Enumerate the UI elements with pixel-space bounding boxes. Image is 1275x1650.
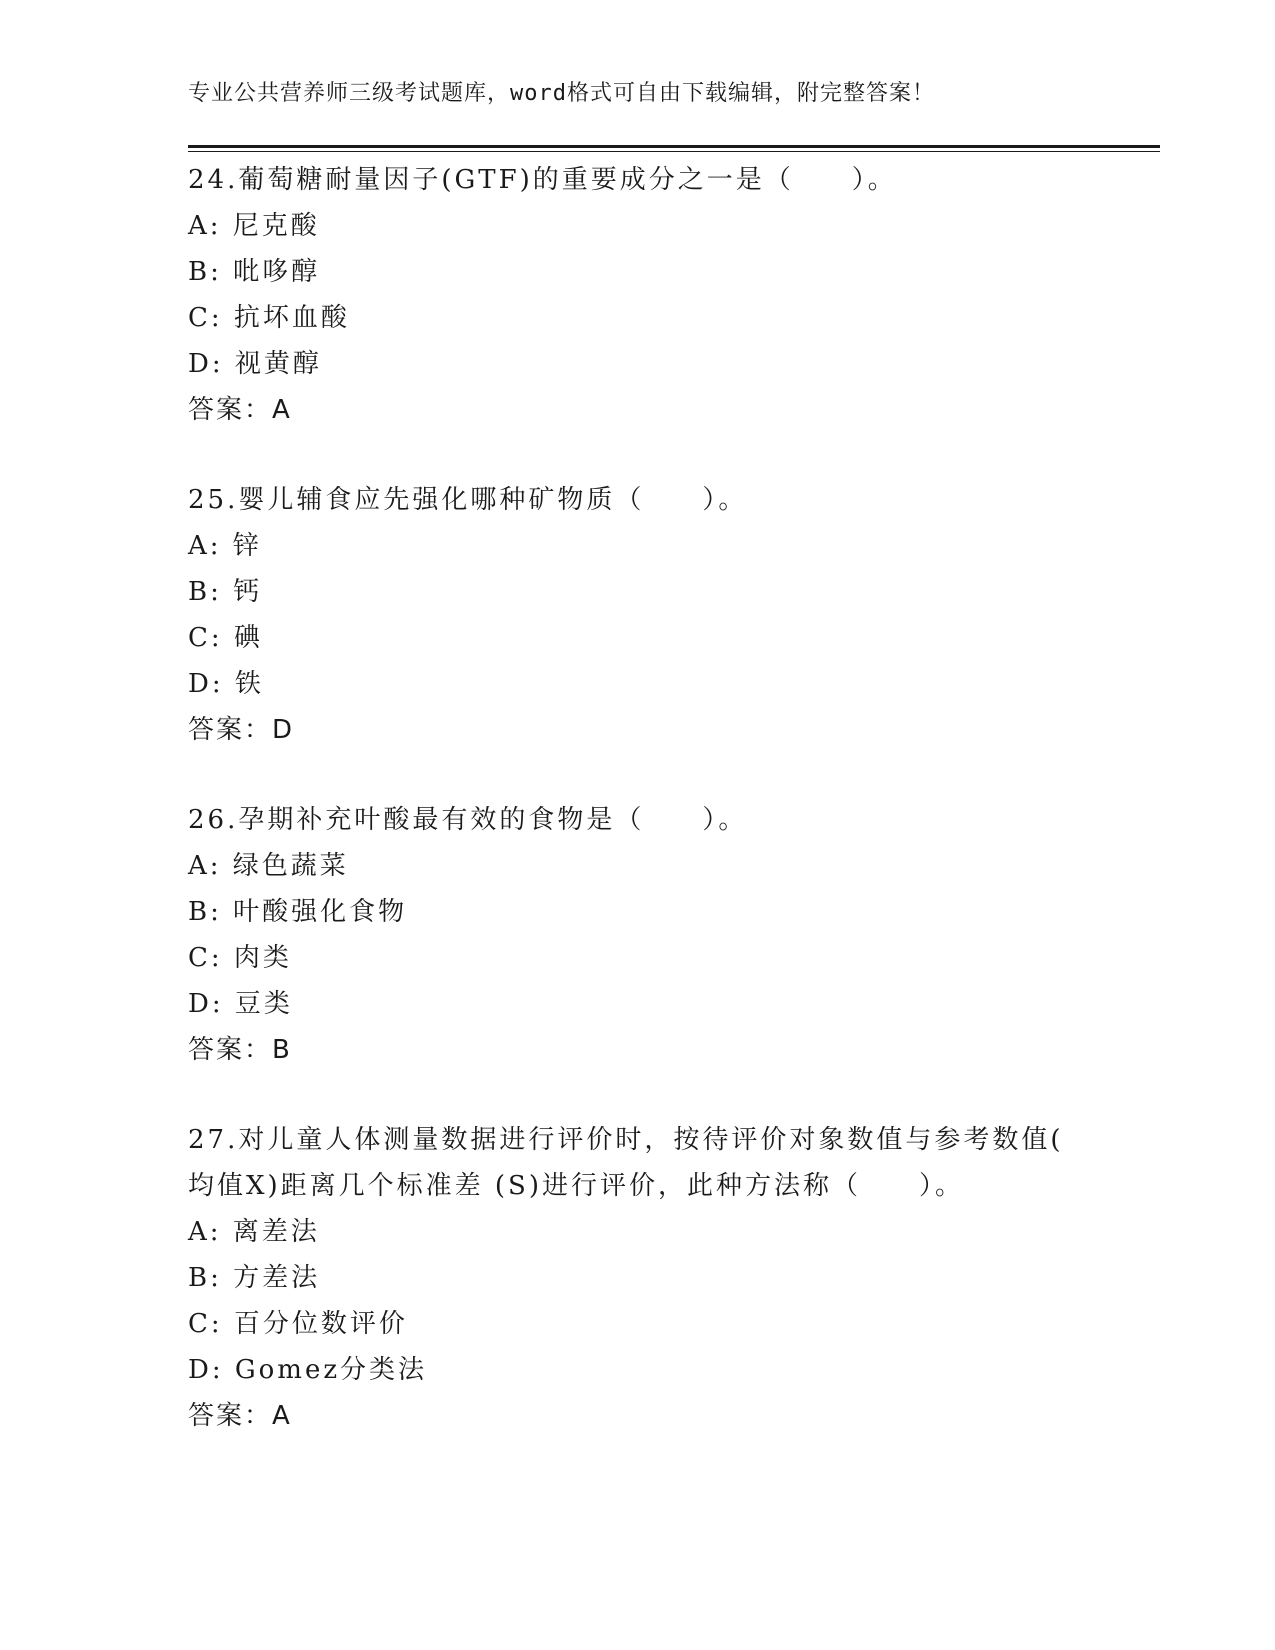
option-c: C: 百分位数评价 (188, 1309, 408, 1339)
option-a: A: 锌 (188, 531, 262, 561)
question-stem: 26.孕期补充叶酸最有效的食物是（ ）。 (188, 805, 748, 835)
answer: 答案：B (188, 1035, 292, 1065)
option-c: C: 抗坏血酸 (188, 303, 350, 333)
question-26 (188, 797, 1088, 1073)
question-stem: 25.婴儿辅食应先强化哪种矿物质（ ）。 (188, 485, 748, 515)
answer: 答案：A (188, 1401, 292, 1431)
option-d: D: 铁 (188, 669, 264, 699)
question-27 (188, 1117, 1088, 1439)
option-c: C: 碘 (188, 623, 263, 653)
header-divider (188, 145, 1160, 148)
option-b: B: 吡哆醇 (188, 257, 321, 287)
page-header: 专业公共营养师三级考试题库，word格式可自由下载编辑，附完整答案！ (188, 81, 935, 106)
option-d: D: 豆类 (188, 989, 293, 1019)
option-d: D: Gomez分类法 (188, 1355, 428, 1385)
option-b: B: 钙 (188, 577, 263, 607)
option-d: D: 视黄醇 (188, 349, 322, 379)
answer: 答案：A (188, 395, 292, 425)
option-c: C: 肉类 (188, 943, 292, 973)
option-b: B: 叶酸强化食物 (188, 897, 408, 927)
answer: 答案：D (188, 715, 295, 745)
question-stem-line-2: 均值X)距离几个标准差 (S)进行评价，此种方法称（ ）。 (188, 1171, 965, 1201)
option-a: A: 绿色蔬菜 (188, 851, 349, 881)
option-a: A: 离差法 (188, 1217, 320, 1247)
question-stem-line-1: 27.对儿童人体测量数据进行评价时，按待评价对象数值与参考数值( (188, 1125, 1064, 1155)
option-a: A: 尼克酸 (188, 211, 320, 241)
question-24 (188, 157, 1088, 433)
option-b: B: 方差法 (188, 1263, 321, 1293)
question-stem: 24.葡萄糖耐量因子(GTF)的重要成分之一是（ ）。 (188, 165, 897, 195)
question-25 (188, 477, 1088, 753)
header-divider-thin (188, 151, 1160, 152)
